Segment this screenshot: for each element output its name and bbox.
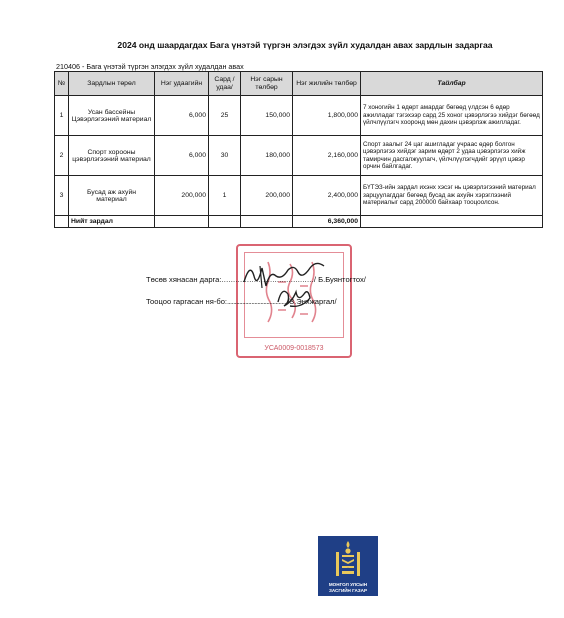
row-type: Бусад аж ахуйн материал [69,176,155,216]
row-monthly: 200,000 [241,176,293,216]
row-unit-price: 200,000 [155,176,209,216]
row-yearly: 2,400,000 [293,176,361,216]
row-no: 3 [55,176,69,216]
row-yearly: 2,160,000 [293,136,361,176]
prepared-label: Тооцоо гаргасан ня-бо: [146,297,228,306]
total-label: Нийт зардал [69,216,155,228]
row-unit-price: 6,000 [155,136,209,176]
reviewed-dots: ........................................ [221,275,314,284]
row-unit-price: 6,000 [155,96,209,136]
row-months: 25 [209,96,241,136]
emblem-line-1: МОНГОЛ УЛСЫН [328,582,368,588]
prepared-dots: ........................................ [227,297,288,306]
total-spacer [155,216,209,228]
table-row [55,96,543,136]
header-yearly: Нэг жилийн төлбөр [293,72,361,96]
total-spacer [209,216,241,228]
row-no: 2 [55,136,69,176]
row-months: 1 [209,176,241,216]
prepared-signature-icon [272,280,316,316]
row-type: Спорт хорооны цэвэрлэгээний материал [69,136,155,176]
soyombo-icon [318,538,378,582]
emblem-caption [318,582,378,593]
header-monthly: Нэг сарын төлбөр [241,72,293,96]
row-type: Усан бассейны Цэвэрлэгээний материал [69,96,155,136]
total-spacer [241,216,293,228]
header-type: Зардлын төрөл [69,72,155,96]
header-no: № [55,72,69,96]
row-monthly: 150,000 [241,96,293,136]
budget-table [54,71,543,228]
row-no: 1 [55,96,69,136]
header-months: Сард /удаа/ [209,72,241,96]
total-spacer [55,216,69,228]
reviewed-label: Төсөв хянасан дарга: [146,275,222,284]
reviewed-name: / Б.Буянтогтох/ [313,275,366,284]
row-yearly: 1,800,000 [293,96,361,136]
table-row [55,136,543,176]
row-months: 30 [209,136,241,176]
row-note: 7 хоногийн 1 өдөрт амардаг бөгөөд үлдсэн 6 өдөр ажилладаг тэгэхээр сард 25 хоног цэвэрлэгээ хийдэг бөгөөд үйлчлүүлэгч хооронд мөн дахин цэвэрлэж ажилладаг. [361,96,543,136]
total-value: 6,360,000 [293,216,361,228]
row-monthly: 180,000 [241,136,293,176]
emblem-line-2: ЗАСГИЙН ГАЗАР [328,587,368,593]
total-row [55,216,543,228]
document-title: 2024 онд шаардагдах Бага үнэтэй түргэн элэгдэх зүйл худалдан авах зардлын задаргаа [117,40,493,50]
government-emblem [318,536,378,596]
table-header-row [55,72,543,96]
row-note: БҮТЭЗ-ийн зардал ихэнх хэсэг нь цэвэрлэгээний материал зарцуулагддаг бөгөөд бусад аж ахуйн хэрэглээний материалыг сард 200000 байхаар тооцоолсон. [361,176,543,216]
row-note: Спорт заалыг 24 цаг ашигладаг учраас өдөр болгон цэвэрлэгээ хийдэг зарим өдөрт 2 удаа цэвэрлэгээ хийж тамирчин дасгалжуулагч, үйлчлүүлэгчдийг эрүүл цэвэр орчин байлгадаг. [361,136,543,176]
prepared-name: /З.Энхжаргал/ [287,297,337,306]
total-spacer [361,216,543,228]
budget-code-line: 210406 - Бага үнэтэй түргэн элэгдэх зүйл худалдан авах [56,62,244,71]
header-note: Тайлбар [361,72,543,96]
header-unit-price: Нэг удаагийн [155,72,209,96]
table-row [55,176,543,216]
stamp-code: УСА0009-0018573 [264,345,324,352]
